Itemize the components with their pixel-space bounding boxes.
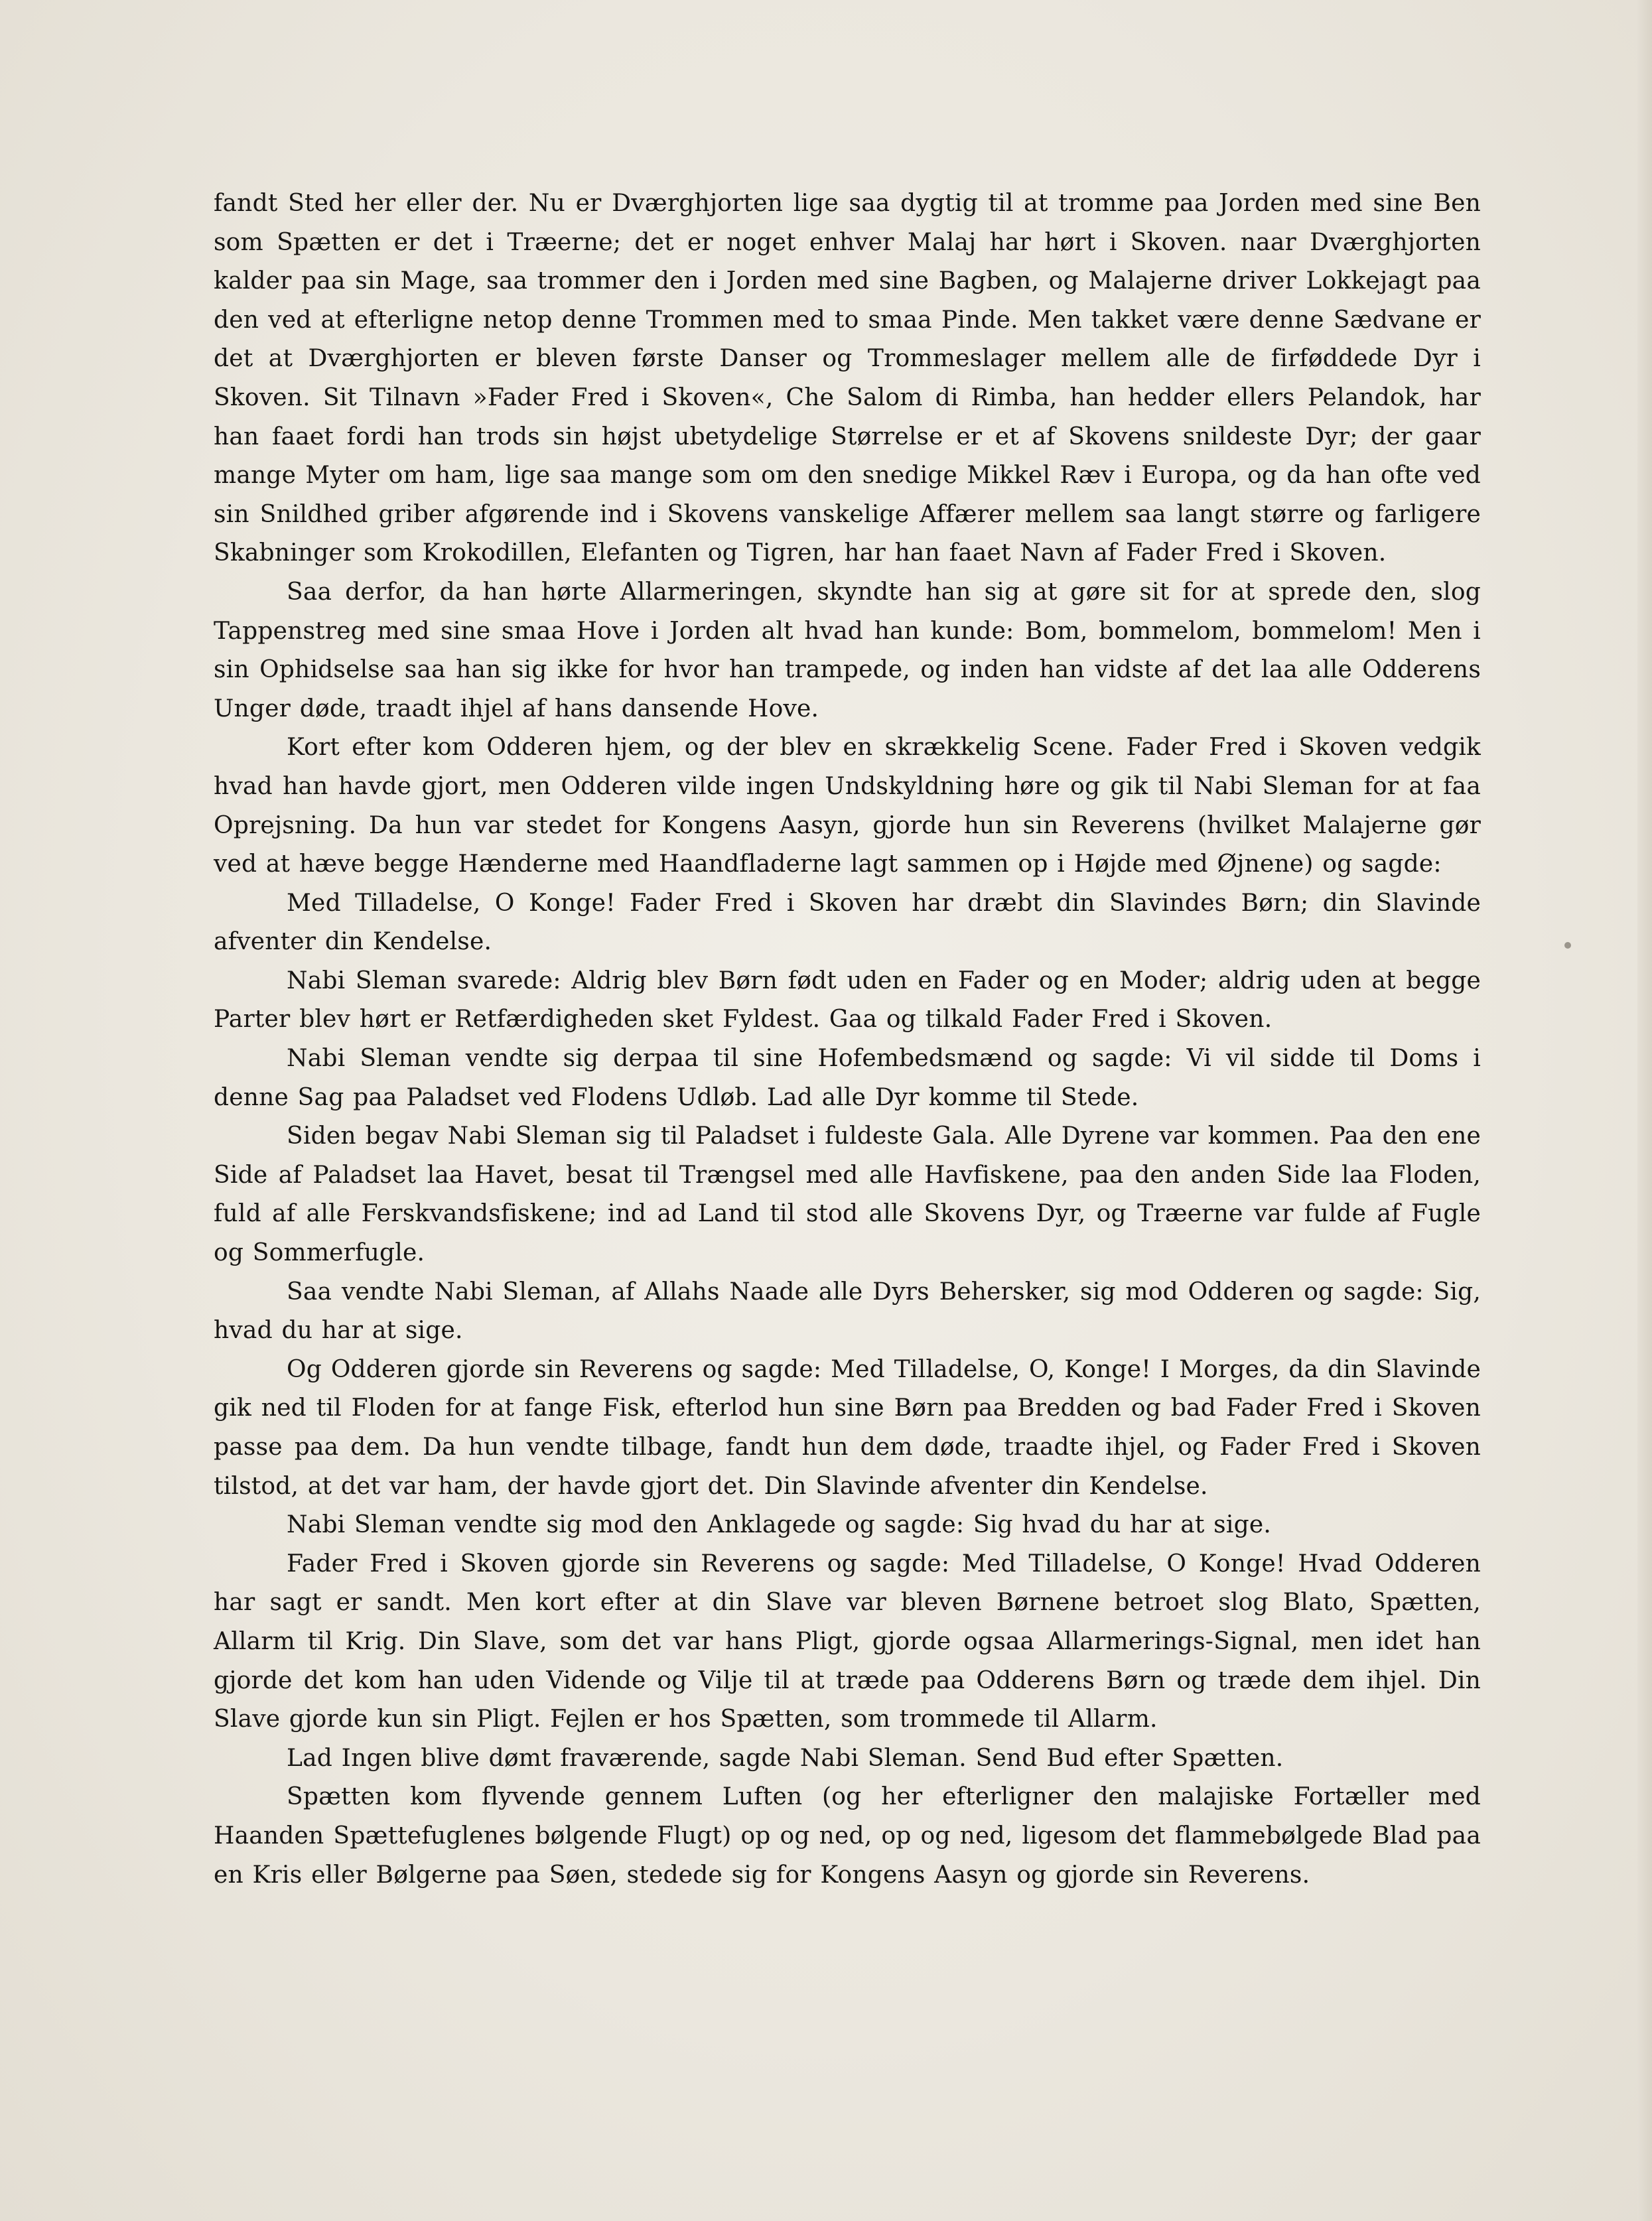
paragraph: Siden begav Nabi Sleman sig til Paladset i fuldeste Gala. Alle Dyrene var kommen. Paa den ene Side af Paladset laa Havet, besat til Trængsel med alle Havfiskene, paa den anden Side laa Floden, fuld af alle Ferskvandsfiskene; ind ad Land til stod alle Skovens Dyr, og Træerne var fulde af Fugle og Sommerfugle. bbox=[214, 1122, 1481, 1267]
paragraph: fandt Sted her eller der. Nu er Dværghjorten lige saa dygtig til at tromme paa Jorden med sine Ben som Spætten er det i Træerne; det er noget enhver Malaj har hørt i Skoven. naar Dværghjorten kalder paa sin Mage, saa trommer den i Jorden med sine Bagben, og Malajerne driver Lokkejagt paa den ved at efterligne netop denne Trommen med to smaa Pinde. Men takket være denne Sædvane er det at Dværghjorten er bleven første Danser og Trommeslager mellem alle de firføddede Dyr i Skoven. Sit Tilnavn »Fader Fred i Skoven«, Che Salom di Rimba, han hedder ellers Pelandok, har han faaet fordi han trods sin højst ubetydelige Størrelse er et af Skovens snildeste Dyr; der gaar mange Myter om ham, lige saa mange som om den snedige Mikkel Ræv i Europa, og da han ofte ved sin Snildhed griber afgørende ind i Skovens vanskelige Affærer mellem saa langt større og farligere Skabninger som Krokodillen, Elefanten og Tigren, har han faaet Navn af Fader Fred i Skoven. bbox=[214, 190, 1481, 567]
paragraph: Saa derfor, da han hørte Allarmeringen, skyndte han sig at gøre sit for at sprede den, slog Tappenstreg med sine smaa Hove i Jorden alt hvad han kunde: Bom, bommelom, bommelom! Men i sin Ophidselse saa han sig ikke for hvor han trampede, og inden han vidste af det laa alle Odderens Unger døde, traadt ihjel af hans dansende Hove. bbox=[214, 578, 1481, 722]
paper-speck bbox=[1564, 942, 1571, 949]
paragraph: Lad Ingen blive dømt fraværende, sagde Nabi Sleman. Send Bud efter Spætten. bbox=[287, 1744, 1284, 1772]
paragraph: Fader Fred i Skoven gjorde sin Reverens og sagde: Med Tilladelse, O Konge! Hvad Odderen har sagt er sandt. Men kort efter at din Slave var bleven Børnene betroet slog Blato, Spætten, Allarm til Krig. Din Slave, som det var hans Pligt, gjorde ogsaa Allarmerings-Signal, men idet han gjorde det kom han uden Vidende og Vilje til at træde paa Odderens Børn og træde dem ihjel. Din Slave gjorde kun sin Pligt. Fejlen er hos Spætten, som trommede til Allarm. bbox=[214, 1550, 1481, 1733]
paragraph: Nabi Sleman vendte sig mod den Anklagede og sagde: Sig hvad du har at sige. bbox=[287, 1511, 1271, 1539]
paragraph: Saa vendte Nabi Sleman, af Allahs Naade alle Dyrs Behersker, sig mod Odderen og sagde: Sig, hvad du har at sige. bbox=[214, 1278, 1481, 1345]
page-edge-shadow bbox=[1637, 0, 1652, 2221]
paragraph: Nabi Sleman svarede: Aldrig blev Børn født uden en Fader og en Moder; aldrig uden at begge Parter blev hørt er Retfærdigheden sket Fyldest. Gaa og tilkald Fader Fred i Skoven. bbox=[214, 967, 1481, 1034]
paragraph: Nabi Sleman vendte sig derpaa til sine Hofembedsmænd og sagde: Vi vil sidde til Doms i denne Sag paa Paladset ved Flodens Udløb. Lad alle Dyr komme til Stede. bbox=[214, 1045, 1481, 1111]
paragraph: Med Tilladelse, O Konge! Fader Fred i Skoven har dræbt din Slavindes Børn; din Slavinde afventer din Kendelse. bbox=[214, 889, 1481, 956]
body-text bbox=[214, 184, 1481, 1895]
paragraph: Kort efter kom Odderen hjem, og der blev en skrækkelig Scene. Fader Fred i Skoven vedgik hvad han havde gjort, men Odderen vilde ingen Undskyldning høre og gik til Nabi Sleman for at faa Oprejsning. Da hun var stedet for Kongens Aasyn, gjorde hun sin Reverens (hvilket Malajerne gør ved at hæve begge Hænderne med Haandfladerne lagt sammen op i Højde med Øjnene) og sagde: bbox=[214, 734, 1481, 878]
paragraph: Spætten kom flyvende gennem Luften (og her efterligner den malajiske Fortæller med Haanden Spættefuglenes bølgende Flugt) op og ned, op og ned, ligesom det flammebølgede Blad paa en Kris eller Bølgerne paa Søen, stedede sig for Kongens Aasyn og gjorde sin Reverens. bbox=[214, 1783, 1481, 1889]
paragraph: Og Odderen gjorde sin Reverens og sagde: Med Tilladelse, O, Konge! I Morges, da din Slavinde gik ned til Floden for at fange Fisk, efterlod hun sine Børn paa Bredden og bad Fader Fred i Skoven passe paa dem. Da hun vendte tilbage, fandt hun dem døde, traadte ihjel, og Fader Fred i Skoven tilstod, at det var ham, der havde gjort det. Din Slavinde afventer din Kendelse. bbox=[214, 1355, 1481, 1500]
